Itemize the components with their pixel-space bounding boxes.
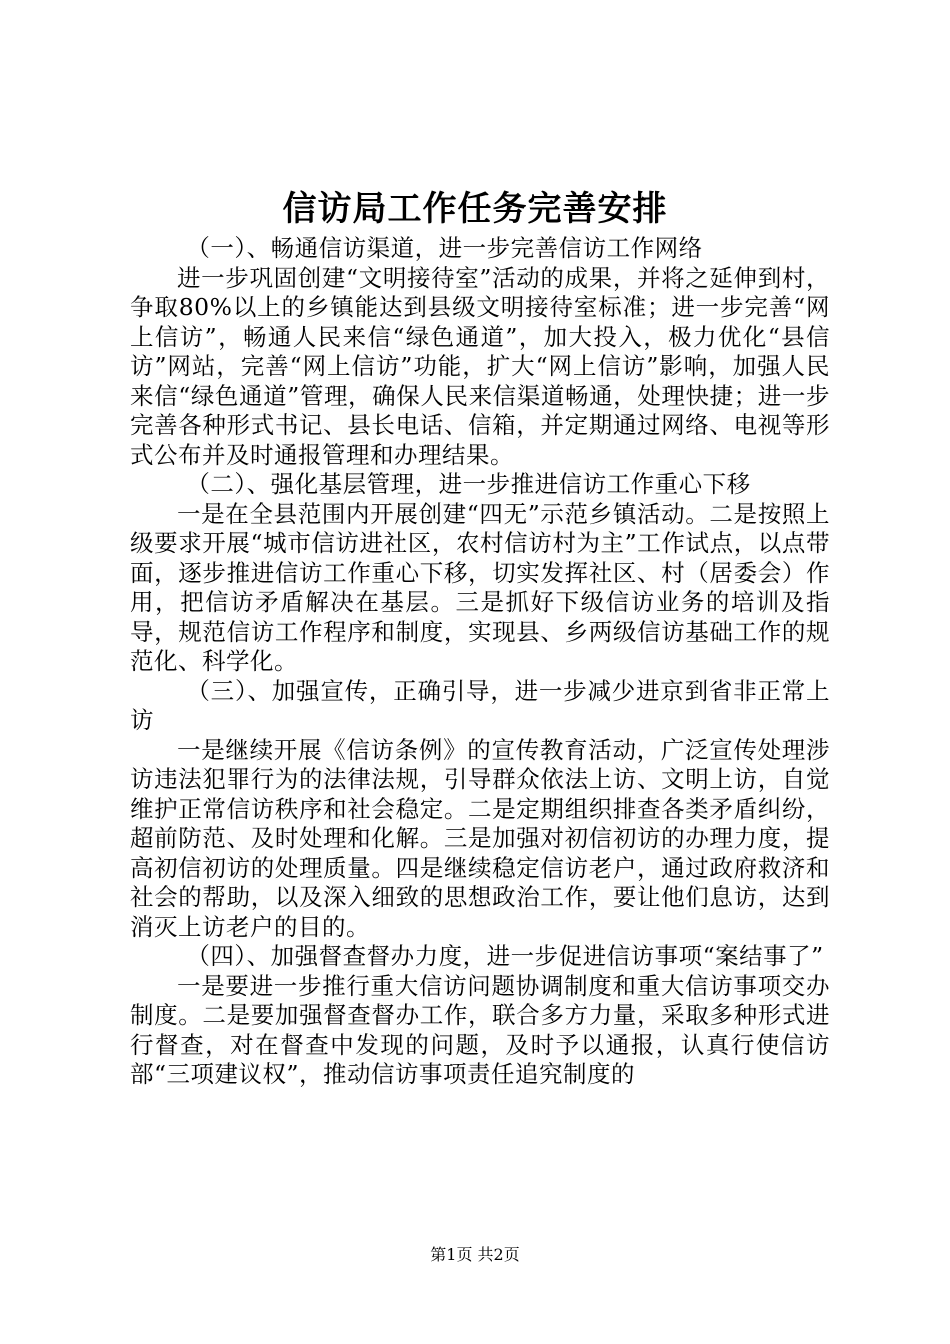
- section-heading-4: （四）、加强督查督办力度，进一步促进信访事项“案结事了”: [186, 942, 824, 970]
- section-heading-1: （一）、畅通信访渠道，进一步完善信访工作网络: [186, 234, 703, 262]
- section-heading-2: （二）、强化基层管理，进一步推进信访工作重心下移: [186, 470, 751, 498]
- section-heading-3: （三）、加强宣传，正确引导，进一步减少进京到省非正常上访: [130, 676, 830, 734]
- paragraph-4: 一是要进一步推行重大信访问题协调制度和重大信访事项交办制度。二是要加强督查督办工作，联合多方力量，采取多种形式进行督查，对在督查中发现的问题，及时予以通报，认真行使信访部“三项建议权”，推动信访事项责任追究制度的: [130, 971, 830, 1088]
- document-body: [130, 234, 830, 1090]
- page-title: 信访局工作任务完善安排: [282, 189, 668, 229]
- paragraph-1: 进一步巩固创建“文明接待室”活动的成果，并将之延伸到村，争取80%以上的乡镇能达到县级文明接待室标准；进一步完善“网上信访”，畅通人民来信“绿色通道”，加大投入，极力优化“县信访”网站，完善“网上信访”功能，扩大“网上信访”影响，加强人民来信“绿色通道”管理，确保人民来信渠道畅通，处理快捷；进一步完善各种形式书记、县长电话、信箱，并定期通过网络、电视等形式公布并及时通报管理和办理结果。: [130, 263, 830, 469]
- paragraph-2: 一是在全县范围内开展创建“四无”示范乡镇活动。二是按照上级要求开展“城市信访进社区，农村信访村为主”工作试点，以点带面，逐步推进信访工作重心下移，切实发挥社区、村（居委会）作用，把信访矛盾解决在基层。三是抓好下级信访业务的培训及指导，规范信访工作程序和制度，实现县、乡两级信访基础工作的规范化、科学化。: [130, 499, 830, 675]
- paragraph-3: 一是继续开展《信访条例》的宣传教育活动，广泛宣传处理涉访违法犯罪行为的法律法规，引导群众依法上访、文明上访，自觉维护正常信访秩序和社会稳定。二是定期组织排查各类矛盾纠纷，超前防范、及时处理和化解。三是加强对初信初访的办理力度，提高初信初访的处理质量。四是继续稳定信访老户，通过政府救济和社会的帮助，以及深入细致的思想政治工作，要让他们息访，达到消灭上访老户的目的。: [130, 735, 830, 941]
- page-footer: 第1页 共2页: [430, 1245, 520, 1264]
